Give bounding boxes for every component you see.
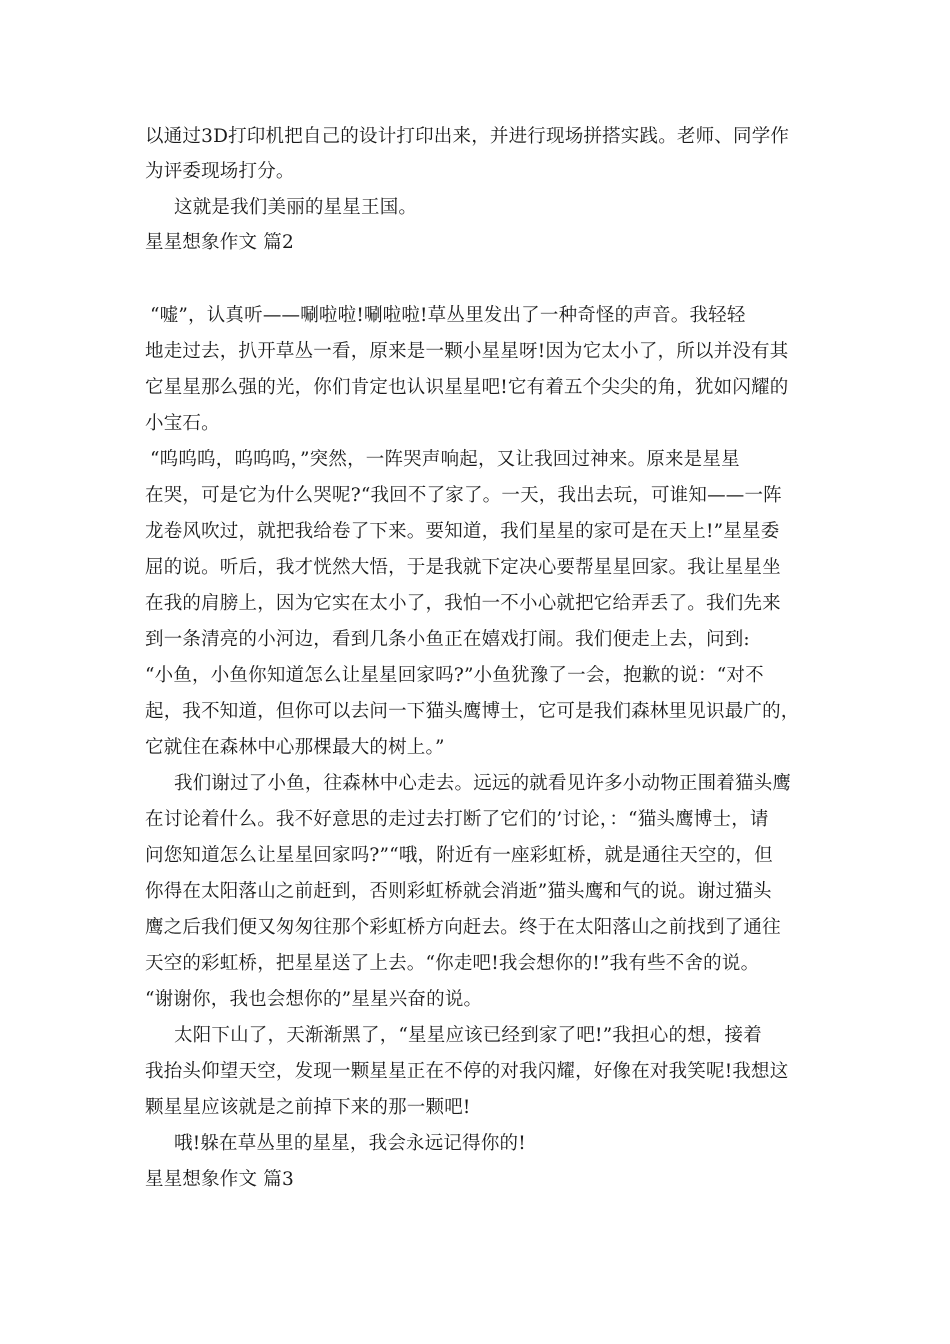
text-line: 它星星那么强的光，你们肯定也认识星星吧!它有着五个尖尖的角，犹如闪耀的 — [145, 377, 789, 398]
text-line: 屈的说。听后，我才恍然大悟，于是我就下定决心要帮星星回家。我让星星坐 — [145, 557, 781, 578]
text-line: 龙卷风吹过，就把我给卷了下来。要知道，我们星星的家可是在天上!”星星委 — [145, 521, 780, 542]
text-line: “小鱼，小鱼你知道怎么让星星回家吗?”小鱼犹豫了一会，抱歉的说：“对不 — [145, 665, 764, 686]
text-line: “谢谢你，我也会想你的”星星兴奋的说。 — [145, 989, 483, 1010]
text-line: 它就住在森林中心那棵最大的树上。” — [145, 737, 445, 758]
text-line: 在哭，可是它为什么哭呢?“我回不了家了。一天，我出去玩，可谁知——一阵 — [145, 485, 782, 506]
text-line: 我抬头仰望天空，发现一颗星星正在不停的对我闪耀，好像在对我笑呢!我想这 — [145, 1061, 789, 1082]
text-line: “嘘”，认真听——唰啦啦!唰啦啦!草丛里发出了一种奇怪的声音。我轻轻 — [150, 305, 746, 326]
text-line: 以通过3D打印机把自己的设计打印出来，并进行现场拼搭实践。老师、同学作 — [145, 126, 790, 147]
text-line: 起，我不知道，但你可以去问一下猫头鹰博士，它可是我们森林里见识最广的， — [145, 701, 800, 722]
text-line: “呜呜呜，呜呜呜，”突然，一阵哭声响起，又让我回过神来。原来是星星 — [150, 449, 740, 470]
text-line: 在我的肩膀上，因为它实在太小了，我怕一不小心就把它给弄丢了。我们先来 — [145, 593, 781, 614]
text-line: 问您知道怎么让星星回家吗?”“哦，附近有一座彩虹桥，就是通往天空的，但 — [145, 845, 773, 866]
section-heading: 星星想象作文 篇3 — [145, 1169, 294, 1190]
text-line: 颗星星应该就是之前掉下来的那一颗吧! — [145, 1097, 471, 1118]
text-line: 为评委现场打分。 — [145, 161, 295, 182]
text-line: 小宝石。 — [145, 413, 220, 434]
text-line: 你得在太阳落山之前赶到，否则彩虹桥就会消逝”猫头鹰和气的说。谢过猫头 — [145, 881, 772, 902]
text-line: 到一条清亮的小河边，看到几条小鱼正在嬉戏打闹。我们便走上去，问到: — [145, 629, 750, 650]
text-line: 太阳下山了，天渐渐黑了，“星星应该已经到家了吧!”我担心的想，接着 — [174, 1025, 762, 1046]
text-line: 这就是我们美丽的星星王国。 — [174, 197, 418, 218]
section-heading: 星星想象作文 篇2 — [145, 232, 294, 253]
text-line: 在讨论着什么。我不好意思的走过去打断了它们的’讨论，：“猫头鹰博士，请 — [145, 809, 769, 830]
text-line: 地走过去，扒开草丛一看，原来是一颗小星星呀!因为它太小了，所以并没有其 — [145, 341, 789, 362]
text-line: 我们谢过了小鱼，往森林中心走去。远远的就看见许多小动物正围着猫头鹰 — [174, 773, 792, 794]
text-line: 哦!躲在草丛里的星星，我会永远记得你的! — [174, 1133, 526, 1154]
text-line: 天空的彩虹桥，把星星送了上去。“你走吧!我会想你的!”我有些不舍的说。 — [145, 953, 760, 974]
text-line: 鹰之后我们便又匆匆往那个彩虹桥方向赶去。终于在太阳落山之前找到了通往 — [145, 917, 781, 938]
